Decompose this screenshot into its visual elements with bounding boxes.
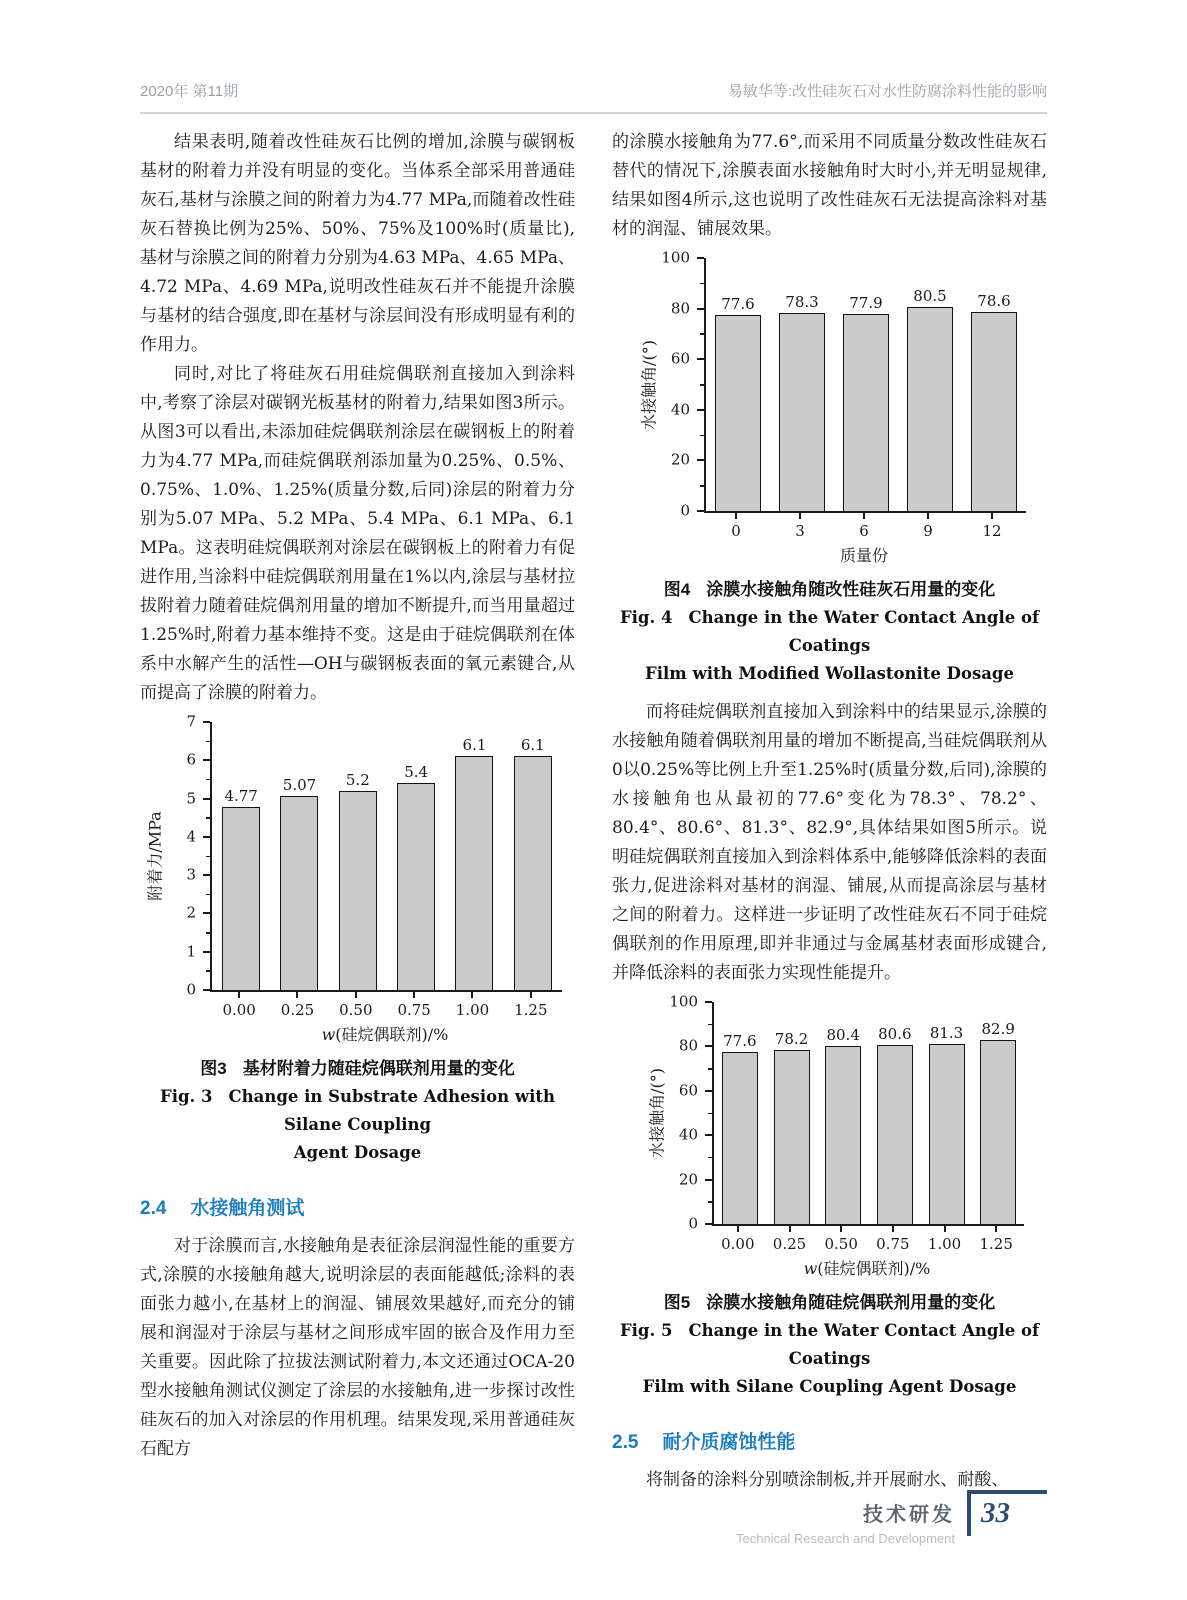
y-minor-tick-mark <box>206 856 210 858</box>
y-tick-mark <box>203 798 210 800</box>
figure5-bar-chart <box>642 992 1047 1279</box>
figure5-caption-en-line2: Film with Silane Coupling Agent Dosage <box>642 1377 1017 1396</box>
y-tick-mark <box>203 721 210 723</box>
x-tick-label: 0.75 <box>867 1226 919 1253</box>
y-tick-mark <box>203 951 210 953</box>
page-footer <box>736 1490 1047 1546</box>
figure5-x-ticks <box>712 1226 1022 1253</box>
bar-slot <box>329 722 387 990</box>
y-tick-mark <box>705 1090 712 1092</box>
figure-5 <box>612 992 1047 1401</box>
y-minor-tick-mark <box>206 894 210 896</box>
paragraph: 而将硅烷偶联剂直接加入到涂料中的结果显示,涂膜的水接触角随着偶联剂用量的增加不断提高,当硅烷偶联剂从0以0.25%等比例上升至1.25%时(质量分数,后同),涂膜的水接触角也从最初的77.6°变化为78.3°、78.2°、80.4°、80.6°、81.3°、82.9°,具体结果如图5所示。说明硅烷偶联剂直接加入到涂料体系中,能够降低涂料的表面张力,促进涂料对基材的润湿、铺展,从而提高涂层与基材之间的附着力。这样进一步证明了改性硅灰石不同于硅烷偶联剂的作用原理,即并非通过与金属基材表面形成键合,并降低涂料的表面张力实现性能提升。 <box>612 702 1047 983</box>
y-tick-mark <box>203 874 210 876</box>
figure3-caption-zh <box>140 1055 575 1083</box>
y-tick-label: 60 <box>670 349 690 368</box>
bar <box>774 1050 810 1224</box>
y-minor-tick-mark <box>708 1113 712 1115</box>
bar-slot <box>445 722 503 990</box>
figure4-x-axis-title: 质量份 <box>839 546 888 565</box>
bar-slot <box>962 258 1026 511</box>
paragraph: 结果表明,随着改性硅灰石比例的增加,涂膜与碳钢板基材的附着力并没有明显的变化。当体系全部采用普通硅灰石,基材与涂膜之间的附着力为4.77 MPa,而随着改性硅灰石替换比例为25%、50%、75%及100%时(质量比),基材与涂膜之间的附着力分别为4.63 MPa、4.65 MPa、4.72 MPa、4.69 MPa,说明改性硅灰石并不能提升涂膜与基材的结合强度,即在基材与涂层间没有形成明显有利的作用力。 <box>140 132 575 355</box>
y-tick-label: 100 <box>661 248 690 267</box>
bar-value-label: 78.6 <box>977 292 1011 311</box>
bar <box>980 1040 1016 1224</box>
y-minor-tick-mark <box>700 283 704 285</box>
figure4-caption-zh <box>612 576 1047 604</box>
x-tick-label: 0.00 <box>210 992 268 1019</box>
y-tick-mark <box>697 358 704 360</box>
bar <box>397 783 435 990</box>
figure5-y-axis-title: 水接触角/(°) <box>647 1068 667 1158</box>
bar <box>843 314 889 511</box>
bar-value-label: 78.2 <box>774 1030 809 1049</box>
bar-value-label: 5.07 <box>282 775 317 794</box>
figure3-bars <box>212 722 562 990</box>
y-minor-tick-mark <box>206 970 210 972</box>
y-minor-tick-mark <box>206 817 210 819</box>
x-tick-label: 1.00 <box>919 1226 971 1253</box>
x-tick-label: 0.50 <box>327 992 385 1019</box>
bar-slot <box>869 1002 921 1224</box>
figure3-caption-zh-title: 基材附着力随硅烷偶联剂用量的变化 <box>242 1059 515 1078</box>
paragraph: 同时,对比了将硅灰石用硅烷偶联剂直接加入到涂料中,考察了涂层对碳钢光板基材的附着力,结果如图3所示。从图3可以看出,未添加硅烷偶联剂涂层在碳钢板上的附着力为4.77 MPa,而硅烷偶联剂添加量为0.25%、0.5%、0.75%、1.0%、1.25%(质量分数,后同)涂层的附着力分别为5.07 MPa、5.2 MPa、5.4 MPa、6.1 MPa、6.1 MPa。这表明硅烷偶联剂对涂层在碳钢板上的附着力有促进作用,当涂料中硅烷偶联剂用量在1%以内,涂层与基材拉拔附着力随着硅烷偶剂用量的增加不断提升,而当用量超过1.25%时,附着力基本维持不变。这是由于硅烷偶联剂在体系中水解产生的活性—OH与碳钢板表面的氧元素键合,从而提高了涂膜的附着力。 <box>140 364 575 703</box>
bar-value-label: 82.9 <box>981 1019 1015 1038</box>
figure5-caption-zh-label: 图5 <box>663 1293 691 1312</box>
figure4-bar-chart <box>634 248 1047 566</box>
y-tick-mark <box>705 1223 712 1225</box>
bar <box>339 791 377 990</box>
page-number-block <box>967 1490 1047 1546</box>
figure-4 <box>612 248 1047 688</box>
bar-value-label: 4.77 <box>224 787 258 806</box>
x-tick-label: 0.25 <box>268 992 326 1019</box>
bar-value-label: 5.4 <box>404 763 429 782</box>
y-tick-label: 2 <box>186 903 196 922</box>
paragraph: 的涂膜水接触角为77.6°,而采用不同质量分数改性硅灰石替代的情况下,涂膜表面水接触角时大时小,并无明显规律,结果如图4所示,这也说明了改性硅灰石无法提高涂料对基材的润湿、铺展效果。 <box>612 132 1047 239</box>
page-header <box>140 80 1047 114</box>
y-tick-label: 20 <box>670 450 690 469</box>
y-minor-tick-mark <box>700 384 704 386</box>
bar-slot <box>770 258 834 511</box>
figure3-bar-chart <box>140 712 575 1045</box>
paragraph: 将制备的涂料分别喷涂制板,并开展耐水、耐酸、 <box>646 1470 1009 1490</box>
y-minor-tick-mark <box>708 1024 712 1026</box>
bar <box>222 807 260 990</box>
y-minor-tick-mark <box>700 435 704 437</box>
x-tick-label: 0.50 <box>815 1226 867 1253</box>
bar-value-label: 6.1 <box>520 736 545 755</box>
header-running-title: 易敏华等:改性硅灰石对水性防腐涂料性能的影响 <box>727 83 1047 100</box>
figure4-plot-area <box>639 248 1026 520</box>
y-tick-label: 80 <box>670 299 690 318</box>
page-body <box>140 128 1047 1495</box>
bar-slot <box>504 722 562 990</box>
y-tick-mark <box>203 759 210 761</box>
bar-value-label: 80.5 <box>913 287 947 306</box>
figure5-caption-en-line1: Fig. 5 Change in the Water Contact Angle of Coatings <box>619 1321 1040 1368</box>
figure4-caption-en-line2: Film with Modified Wollastonite Dosage <box>645 664 1014 683</box>
figure4-caption-en-line1: Fig. 4 Change in the Water Contact Angle of Coatings <box>619 608 1040 655</box>
bar <box>825 1046 861 1224</box>
right-column <box>612 128 1047 1495</box>
x-tick-label: 9 <box>896 513 960 540</box>
bar-value-label: 77.6 <box>721 294 755 313</box>
y-tick-label: 7 <box>186 712 196 731</box>
bar-value-label: 6.1 <box>462 736 487 755</box>
bar-value-label: 5.2 <box>345 770 370 789</box>
y-tick-label: 0 <box>680 501 690 520</box>
y-tick-label: 100 <box>669 992 698 1011</box>
footer-section-en: Technical Research and Development <box>736 1531 955 1546</box>
section-number: 2.4 <box>140 1198 167 1219</box>
bar-slot <box>834 258 898 511</box>
y-minor-tick-mark <box>206 932 210 934</box>
y-tick-label: 0 <box>186 980 196 999</box>
y-tick-label: 40 <box>670 400 690 419</box>
y-minor-tick-mark <box>708 1068 712 1070</box>
x-tick-label: 0.25 <box>764 1226 816 1253</box>
y-tick-label: 6 <box>186 750 196 769</box>
section-heading-2-5 <box>612 1427 1047 1454</box>
footer-section-name <box>736 1490 955 1546</box>
y-tick-label: 40 <box>678 1125 698 1144</box>
y-tick-mark <box>203 912 210 914</box>
paragraph: 对于涂膜而言,水接触角是表征涂层润湿性能的重要方式,涂膜的水接触角越大,说明涂层的表面能越低;涂料的表面张力越小,在基材上的润湿、铺展效果越好,而充分的铺展和润湿对于涂层与基材之间形成牢固的嵌合及作用力至关重要。因此除了拉拔法测试附着力,本文还通过OCA-20型水接触角测试仪测定了涂层的水接触角,进一步探讨改性硅灰石的加入对涂层的作用机理。结果发现,采用普通硅灰石配方 <box>140 1236 575 1459</box>
bar-slot <box>921 1002 973 1224</box>
bar-slot <box>706 258 770 511</box>
bar <box>715 315 761 511</box>
y-tick-label: 0 <box>688 1214 698 1233</box>
figure5-caption-zh-title: 涂膜水接触角随硅烷偶联剂用量的变化 <box>706 1293 996 1312</box>
bar-value-label: 77.9 <box>849 293 883 312</box>
bar-slot <box>212 722 270 990</box>
figure4-x-ticks <box>704 513 1024 540</box>
figure5-x-axis-title: w(硅烷偶联剂)/% <box>803 1259 931 1278</box>
bar <box>280 796 318 990</box>
figure5-plot-area <box>647 992 1024 1233</box>
bar-value-label: 78.3 <box>785 292 819 311</box>
header-issue: 2020年 第11期 <box>140 83 239 100</box>
bar-value-label: 80.6 <box>878 1025 912 1044</box>
figure-3 <box>140 712 575 1167</box>
y-tick-mark <box>705 1134 712 1136</box>
bar <box>907 307 953 511</box>
y-tick-label: 60 <box>678 1081 698 1100</box>
figure4-bars <box>706 258 1026 511</box>
figure3-caption-zh-label: 图3 <box>200 1059 227 1078</box>
x-tick-label: 3 <box>768 513 832 540</box>
page-number: 33 <box>981 1497 1010 1529</box>
y-minor-tick-mark <box>708 1201 712 1203</box>
figure3-y-axis-title: 附着力/MPa <box>145 811 165 901</box>
bar-value-label: 77.6 <box>723 1031 757 1050</box>
bar-slot <box>387 722 445 990</box>
y-tick-mark <box>697 510 704 512</box>
y-tick-label: 4 <box>186 827 196 846</box>
y-minor-tick-mark <box>206 779 210 781</box>
y-tick-label: 20 <box>678 1170 698 1189</box>
y-tick-mark <box>705 1045 712 1047</box>
y-tick-label: 5 <box>186 789 196 808</box>
y-minor-tick-mark <box>700 333 704 335</box>
y-tick-label: 1 <box>186 942 196 961</box>
bar <box>514 756 552 990</box>
bar <box>455 756 493 990</box>
figure5-caption-zh <box>612 1289 1047 1317</box>
y-tick-mark <box>705 1179 712 1181</box>
y-minor-tick-mark <box>700 485 704 487</box>
bar-value-label: 80.4 <box>826 1025 860 1044</box>
x-tick-label: 6 <box>832 513 896 540</box>
y-minor-tick-mark <box>708 1157 712 1159</box>
footer-section-zh: 技术研发 <box>863 1504 955 1526</box>
y-tick-mark <box>705 1001 712 1003</box>
bar-slot <box>270 722 328 990</box>
figure4-y-axis-title: 水接触角/(°) <box>639 339 659 430</box>
y-tick-mark <box>203 989 210 991</box>
bar-slot <box>714 1002 766 1224</box>
y-tick-label: 3 <box>186 865 196 884</box>
section-title: 水接触角测试 <box>190 1198 305 1219</box>
figure3-x-ticks <box>210 992 560 1019</box>
y-minor-tick-mark <box>206 741 210 743</box>
y-tick-mark <box>697 459 704 461</box>
x-tick-label: 0.75 <box>385 992 443 1019</box>
section-title: 耐介质腐蚀性能 <box>662 1432 796 1453</box>
figure4-caption-zh-title: 涂膜水接触角随改性硅灰石用量的变化 <box>706 580 996 599</box>
x-tick-label: 12 <box>960 513 1024 540</box>
bar <box>971 312 1017 511</box>
x-tick-label: 0 <box>704 513 768 540</box>
bar-slot <box>898 258 962 511</box>
x-tick-label: 1.25 <box>502 992 560 1019</box>
bar <box>929 1044 965 1224</box>
figure4-caption-zh-label: 图4 <box>663 580 691 599</box>
figure3-x-axis-title: w(硅烷偶联剂)/% <box>321 1025 449 1044</box>
left-column <box>140 128 575 1495</box>
x-tick-label: 1.25 <box>970 1226 1022 1253</box>
x-tick-label: 1.00 <box>443 992 501 1019</box>
bar <box>877 1045 913 1224</box>
section-number: 2.5 <box>612 1432 639 1453</box>
bar-value-label: 81.3 <box>929 1023 964 1042</box>
section-heading-2-4 <box>140 1193 575 1220</box>
y-tick-mark <box>697 409 704 411</box>
bar <box>779 313 825 511</box>
figure5-bars <box>714 1002 1024 1224</box>
bar-slot <box>766 1002 818 1224</box>
x-tick-label: 0.00 <box>712 1226 764 1253</box>
figure3-plot-area <box>145 712 562 999</box>
y-tick-mark <box>697 308 704 310</box>
bar <box>722 1052 758 1224</box>
bar-slot <box>817 1002 869 1224</box>
y-tick-label: 80 <box>678 1036 698 1055</box>
figure3-caption-en-line2: Agent Dosage <box>293 1143 422 1162</box>
y-tick-mark <box>203 836 210 838</box>
y-tick-mark <box>697 257 704 259</box>
bar-slot <box>972 1002 1024 1224</box>
figure3-caption-en-line1: Fig. 3 Change in Substrate Adhesion with Silane Coupling <box>160 1087 555 1134</box>
